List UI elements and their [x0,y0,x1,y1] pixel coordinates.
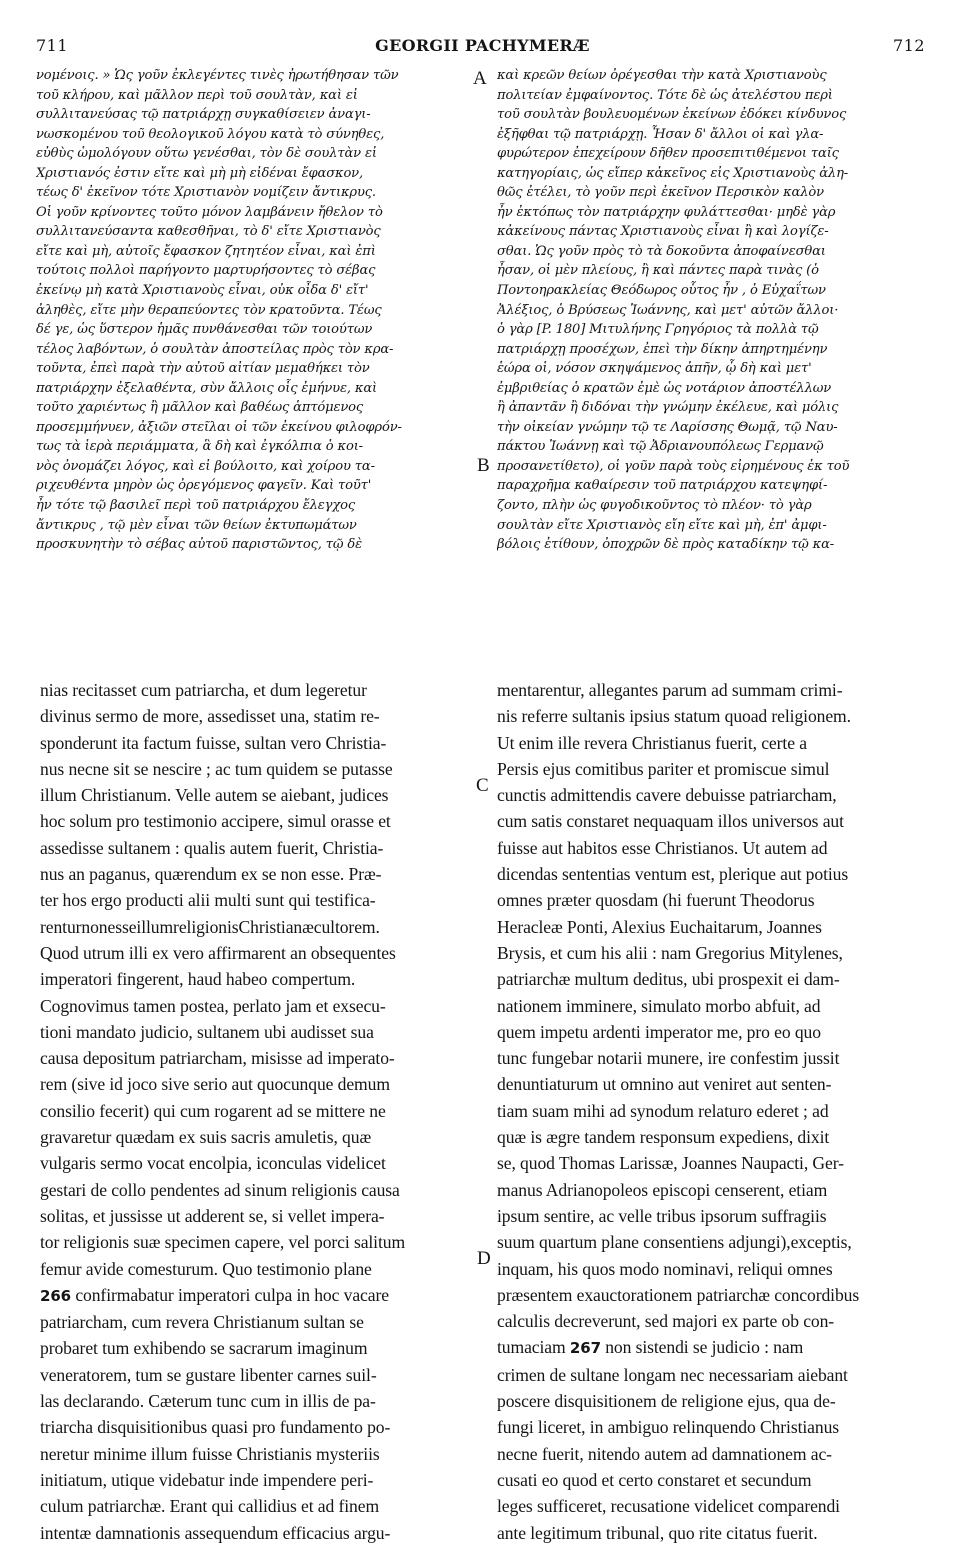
greek-column-left [36,66,469,555]
text-line-with-page-ref [497,1334,929,1361]
text-line: δέ γε, ὡς ὕστερον ἡμᾶς πυνθάνεσθαι τῶν τοιούτων [36,322,373,338]
text-line: πατριάρχῃ προσέχων, ἐπεὶ τὴν δίκην ἀπηρτημένην [497,341,828,357]
text-line: ante legitimum tribunal, quo rite citatus fuerit. [497,1522,818,1543]
text-line: renturnonesseillumreligionisChristianæcultorem. [40,916,380,937]
text-line: τέως δ' ἐκεῖνον τότε Χριστιανὸν νομίζειν ἄντικρυς. [36,185,376,201]
text-line: ἑώρα οἱ, νόσον σκηψάμενος ἀπῆν, ᾧ δὴ καὶ μετ' [497,361,812,377]
text-line: triarcha disquisitionibus quasi pro fundamento po- [40,1417,391,1438]
text-line: Cognovimus tamen postea, perlato jam et exsecu- [40,995,386,1016]
text-line: omnes præter quosdam (hi fuerunt Theodorus [497,890,815,911]
text-line: las declarando. Cæterum tunc cum in illis de pa- [40,1391,376,1412]
margin-letter-d: D [477,1248,491,1269]
text-line: νὸς ὀνομάζει λόγος, καὶ εἰ βούλοιτο, καὶ χοίρου τα- [36,458,375,474]
text-line: nus necne sit se nescire ; ac tum quidem se putasse [40,758,393,779]
text-line: πατριάρχην ἐξελαθέντα, σὺν ἄλλοις οἷς ἐμήνυε, καὶ [36,380,377,396]
text-line: ἦν ἐκτόπως τὸν πατριάρχην φυλάττεσθαι· μηδὲ γὰρ [497,204,836,220]
text-line: Heracleæ Ponti, Alexius Euchaitarum, Joannes [497,916,822,937]
running-header [0,36,965,60]
text-line: cum satis constaret nequaquam illos universos aut [497,811,844,832]
text-line: ὁ γὰρ [P. 180] Μιτυλήνης Γρηγόριος τὰ πολλὰ τῷ [497,322,819,338]
text-line: necne fuerit, nitendo autem ad damnationem ac- [497,1443,832,1464]
text-line: ἀληθὲς, εἴτε μὴν θεραπεύοντες τὸν κρατοῦντα. Τέως [36,302,382,318]
text-line: tor religionis suæ specimen capere, vel porci salitum [40,1232,406,1253]
text-line: crimen de sultane longam nec necessariam aiebant [497,1364,848,1385]
text-line: σθαι. Ὡς γοῦν πρὸς τὸ τὰ δοκοῦντα ἀποφαίνεσθαι [497,243,826,259]
text-line: ζοντο, πλὴν ὡς φυγοδικοῦντος τὸ πλέον· τὸ γὰρ [497,498,812,514]
text-line: νωσκομένου τοῦ θεολογικοῦ λόγου κατὰ τὸ σύνηθες, [36,126,385,142]
text-line: imperatori fingerent, haud habeo compertum. [40,969,356,990]
text-line: nus an paganus, quærendum ex se non esse. Præ- [40,864,382,885]
text-line: leges sufficeret, recusatione videlicet comparendi [497,1496,840,1517]
text-line: παραχρῆμα καθαίρεσιν τοῦ πατριάρχου κατεψηφί- [497,478,828,494]
text-line: suum quartum plane consentiens adjungi),exceptis, [497,1232,852,1253]
text-line: vulgaris sermo vocat encolpia, iconculas videlicet [40,1153,386,1174]
text-line: nias recitasset cum patriarcha, et dum legeretur [40,680,367,700]
text-line: τοῦτο χαριέντως ἢ μᾶλλον καὶ βαθέως ἁπτόμενος [36,400,364,416]
text-line: quem impetu ardenti imperator me, pro eo quo [497,1021,821,1042]
text-line: ἢ ἀπαντᾶν ἢ διδόναι τὴν γνώμην ἐκέλευε, καὶ μόλις [497,400,839,416]
text-line: Brysis, et cum his alii : nam Gregorius Mitylenes, [497,942,843,963]
text-line: illum Christianum. Velle autem se aiebant, judices [40,785,389,806]
text-line: tioni mandato judicio, sultanem ubi audisset sua [40,1021,374,1042]
text-line: τοῦ κλήρου, καὶ μᾶλλον περὶ τοῦ σουλτὰν, καὶ εἰ [36,87,358,103]
text-line: Χριστιανός ἐστιν εἴτε καὶ μὴ μὴ εἰδέναι ἔφασκον, [36,165,363,181]
text-line: καὶ κρεῶν θείων ὀρέγεσθαι τὴν κατὰ Χριστιανοὺς [497,68,827,83]
text-line: τὴν οἰκείαν γνώμην τῷ τε Λαρίσσης Θωμᾷ, τῷ Ναυ- [497,419,838,435]
text-line: tunc fungebar notarii munere, ire confestim jussit [497,1048,840,1069]
text-line: ἦσαν, οἱ μὲν πλείους, ἢ καὶ πάντες παρὰ τινὰς (ὁ [497,263,819,279]
text-line: συλλιτανεύσας τῷ πατριάρχῃ συγκαθίσειεν ἀναγι- [36,107,371,123]
text-line: intentæ damnationis assequendum efficacius argu- [40,1522,391,1543]
text-line: ἐκείνῳ μὴ κατὰ Χριστιανοὺς εἶναι, οὐκ οἶδα δ' εἴτ' [36,283,369,299]
text-line: nationem imminere, simulato morbo abfuit, ad [497,995,821,1016]
page-number-right: 712 [892,36,925,55]
text-line: τέλος λαβόντων, ὁ σουλτὰν ἀποστείλας πρὸς τὸν κρα- [36,341,394,357]
text-line: tiam suam mihi ad synodum relaturo ederet ; ad [497,1100,829,1121]
text-line: πολιτείαν ἐμφαίνοντος. Τότε δὲ ὡς ἀτελέστου περὶ [497,87,833,103]
text-line: consilio fecerit) qui cum rogarent ad se mittere ne [40,1100,386,1121]
text-line: veneratorem, tum se gustare libenter carnes suil- [40,1364,377,1385]
text-line: patriarchæ multum deditus, ubi prospexit ei dam- [497,969,840,990]
text-line: rem (sive id joco sive serio aut quocunque demum [40,1074,390,1095]
text-line: hoc solum pro testimonio accipere, simul orasse et [40,811,391,832]
margin-letter-a: A [473,68,487,89]
text-line: cunctis admittendis cavere debuisse patriarcham, [497,785,837,806]
text-line: mentarentur, allegantes parum ad summam crimi- [497,680,843,700]
text-line: προσεμμήνυεν, ἀξιῶν στεῖλαι οἱ τῶν ἐκείνου φιλοφρόν- [36,419,402,435]
text-line: gestari de collo pendentes ad sinum religionis causa [40,1179,400,1200]
text-line: ἐμβριθείας ὁ κρατῶν ἐμὲ ὡς νοτάριον ἀποστέλλων [497,380,832,396]
text-line: manus Adrianopoleos episcopi censerent, etiam [497,1179,828,1200]
text-line: τοῦ σουλτὰν βουλευομένων ἐκείνων ἐδόκει κίνδυνος [497,107,847,123]
text-fragment: tumaciam [497,1337,566,1358]
text-line: ἦν τότε τῷ βασιλεῖ περὶ τοῦ πατριάρχου ἔλεγχος [36,498,356,514]
text-line: inquam, his quos modo nominavi, reliqui omnes [497,1258,833,1279]
running-title: GEORGII PACHYMERÆ [375,36,590,55]
latin-column-left [40,677,472,1546]
text-line: ἄντικρυς , τῷ μὲν εἶναι τῶν θείων ἐκτυπωμάτων [36,517,357,533]
text-line: κἀκείνους πάντας Χριστιανοὺς εἶναι ἢ καὶ λογίζε- [497,224,829,240]
text-line: ἐξῆφθαι τῷ πατριάρχῃ. Ἦσαν δ' ἄλλοι οἱ καὶ γλα- [497,126,824,142]
text-line: εἴτε καὶ μὴ, αὐτοῖς ἔφασκον ζητητέον εἶναι, καὶ ἐπὶ [36,243,376,259]
text-line: dicendas sententias ventum est, plerique aut potius [497,864,849,885]
page-number-left: 711 [36,36,69,55]
text-line: cusati eo quod et certo constaret et secundum [497,1469,812,1490]
text-line: πάκτου Ἰωάννῃ καὶ τῷ Ἀδριανουπόλεως Γερμανῷ [497,439,824,455]
text-line: divinus sermo de more, assedisset una, statim re- [40,706,380,727]
text-fragment: non sistendi se judicio : nam [605,1337,804,1358]
text-line: φυρώτερον ἐπεχείρουν δῆθεν προσεπιτιθέμενοι ταῖς [497,146,839,162]
text-line: probaret tum exhibendo se sacrarum imaginum [40,1338,368,1359]
text-line: συλλιτανεύσαντα καθεσθῆναι, τὸ δ' εἴτε Χριστιανὸς [36,224,381,240]
text-line: Ποντοηρακλείας Θεόδωρος οὗτος ἦν , ὁ Εὐχαΐτων [497,283,826,299]
text-line: fungi liceret, in ambiguo relinquendo Christianus [497,1417,840,1438]
text-line: solitas, et jussisse ut adderent se, si vellet impera- [40,1205,385,1226]
text-line: culum patriarchæ. Erant qui callidius et ad finem [40,1496,380,1517]
text-line: βόλοις ἐτίθουν, ὀποχρῶν δὲ πρὸς καταδίκην τῷ κα- [497,537,835,553]
margin-letter-c: C [476,775,489,796]
text-line-with-page-ref [40,1282,472,1309]
text-line: initiatum, utique videbatur inde impendere peri- [40,1469,374,1490]
text-line: fuisse aut habitos esse Christianos. Ut autem ad [497,837,828,858]
text-line: Ut enim ille revera Christianus fuerit, certe a [497,732,807,753]
text-line: neretur minime illum fuisse Christianis mysteriis [40,1443,380,1464]
text-line: τούτοις πολλοὶ παρήγοντο μαρτυρήσοντες τὸ σέβας [36,263,376,279]
text-line: quæ is ægre tandem responsum expediens, dixit [497,1127,830,1148]
text-line: κατηγορίαις, ὡς εἴπερ κἀκεῖνος εἰς Χριστιανοὺς ἀλη- [497,165,849,181]
inline-page-number: 267 [569,1339,601,1358]
text-line: præsentem exauctorationem patriarchæ concordibus [497,1284,860,1305]
greek-column-right [497,66,929,555]
text-line: θῶς ἐτέλει, τὸ γοῦν περὶ ἐκεῖνον Περσικὸν καλὸν [497,185,824,201]
text-line: ριχευθέντα μηρὸν ὡς ὀρεγόμενος φαγεῖν. Καὶ τοῦτ' [36,478,372,494]
text-line: ter hos ergo producti alii multi sunt qui testifica- [40,890,376,911]
text-line: Quod utrum illi ex vero affirmarent an obsequentes [40,942,396,963]
latin-column-right [497,677,929,1546]
text-line: Οἱ γοῦν κρίνοντες τοῦτο μόνον λαμβάνειν ἤθελον τὸ [36,204,383,220]
text-line: femur avide comesturum. Quo testimonio plane [40,1258,372,1279]
text-line: τως τὰ ἱερὰ περιάμματα, ἃ δὴ καὶ ἐγκόλπια ὁ κοι- [36,439,363,455]
text-line: προσκυνητὴν τὸ σέβας αὐτοῦ παριστῶντος, τῷ δὲ [36,537,363,553]
text-line: calculis decreverunt, sed majori ex parte ob con- [497,1311,835,1332]
text-line: poscere disquisitionem de religione ejus, qua de- [497,1391,836,1412]
text-line: Persis ejus comitibus pariter et promiscue simul [497,758,830,779]
text-line: gravaretur quædam ex suis sacris amuletis, quæ [40,1127,372,1148]
text-line: τοῦντα, ἐπεὶ παρὰ τὴν αὐτοῦ αἰτίαν μεμαθήκει τὸν [36,361,370,377]
text-line: ipsum sentire, ac velle tribus ipsorum suffragiis [497,1205,827,1226]
text-line: Ἀλέξιος, ὁ Βρύσεως Ἰωάννης, καὶ μετ' αὐτῶν ἄλλοι· [497,302,839,318]
text-line: denuntiaturum ut omnino aut veniret aut senten- [497,1074,832,1095]
text-fragment: confirmabatur imperatori culpa in hoc vacare [75,1284,389,1305]
text-line: se, quod Thomas Larissæ, Joannes Naupacti, Ger- [497,1153,844,1174]
text-line: εὐθὺς ὡμολόγουν οὕτω γενέσθαι, τὸν δὲ σουλτὰν εἰ [36,146,377,162]
text-line: nis referre sultanis ipsius statum quoad religionem. [497,706,851,727]
text-line: sponderunt ita factum fuisse, sultan vero Christia- [40,732,387,753]
text-line: νομένοις. » Ὡς γοῦν ἐκλεγέντες τινὲς ἠρωτήθησαν τῶν [36,68,399,83]
text-line: causa depositum patriarcham, misisse ad imperato- [40,1048,395,1069]
text-line: assedisse sultanem : qualis autem fuerit, Christia- [40,837,384,858]
inline-page-number: 266 [40,1286,72,1305]
text-line: patriarcham, cum revera Christianum sultan se [40,1312,364,1333]
text-line: σουλτὰν εἴτε Χριστιανὸς εἴη εἴτε καὶ μὴ, ἐπ' ἀμφι- [497,517,827,533]
margin-letter-b: B [477,455,490,476]
text-line: προσανετίθετο), οἱ γοῦν παρὰ τοὺς εἰρημένους ἐκ τοῦ [497,458,850,474]
